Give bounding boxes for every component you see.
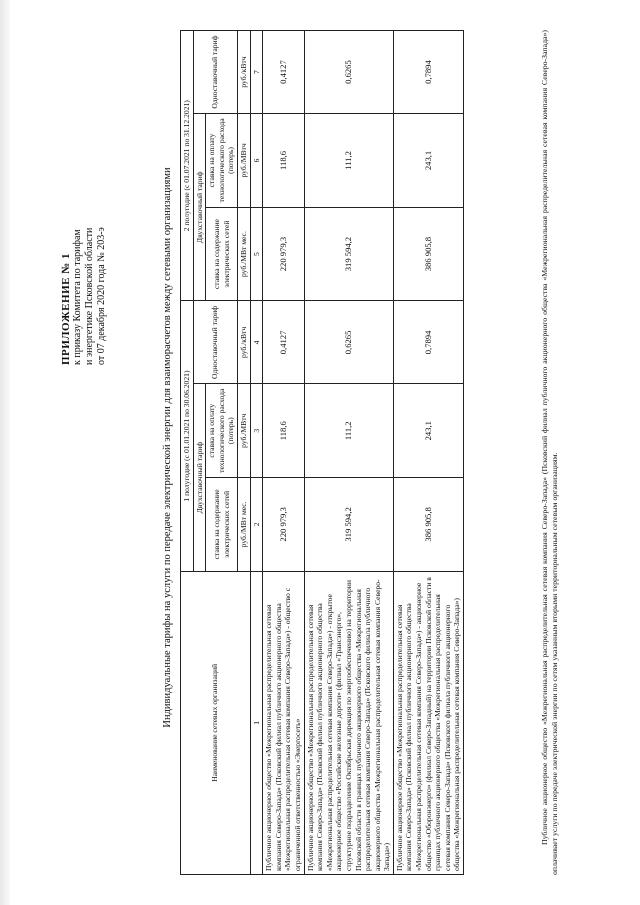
unit-cell: руб./кВтч (237, 301, 250, 384)
org-name: Публичное акционерное общество «Межрегиональная распределительная сетевая компания Северо-Запада» (Псковский филиал публичного акционерного общества «Межрегиональная распределительная сетевая компания Северо-Запада») - акционерное общество «Оборонэнерго» (филиал Северо-Западный) на территории Псковской области в границах публичного акционерного общества «Межрегиональная распределительная сетевая компания Северо-Запада» (Псковского филиала публичного акционерного общества «Межрегиональная распределительная сетевая компания Северо-Запада») (393, 571, 463, 874)
column-number-row (250, 31, 263, 875)
appendix-heading: ПРИЛОЖЕНИЕ № 1 (60, 252, 72, 365)
half1-header: 1 полугодие (с 01.01.2021 по 30.06.2021) (181, 301, 194, 571)
unit-cell: руб./МВт мес. (237, 207, 250, 301)
value-cell: 118,6 (263, 114, 304, 208)
table-row (304, 31, 393, 875)
value-cell: 0,4127 (263, 31, 304, 114)
value-cell: 0,7894 (393, 301, 463, 384)
table-row (263, 31, 304, 875)
org-col-header: Наименование сетевых организаций (181, 571, 251, 874)
value-cell: 220 979,3 (263, 207, 304, 301)
half2-header: 2 полугодие (с 01.07.2021 по 31.12.2021) (181, 31, 194, 301)
value-cell: 243,1 (393, 114, 463, 208)
value-cell: 111,2 (304, 384, 393, 478)
h2-two-part-header: Двухставочный тариф (193, 114, 206, 301)
col-number: 3 (250, 384, 263, 478)
h1-single-header: Одноставочный тариф (193, 301, 237, 384)
value-cell: 243,1 (393, 384, 463, 478)
org-name: Публичное акционерное общество «Межрегиональная распределительная сетевая компания Северо-Запада» (Псковский филиал публичного акционерного общества «Межрегиональная распределительная сетевая компания Северо-Запада») - общество с ограниченной ответственностью «Энергосеть» (263, 571, 304, 874)
h2-maint-header: ставка на содержание электрических сетей (206, 207, 238, 301)
appendix-block (60, 65, 108, 365)
value-cell: 220 979,3 (263, 478, 304, 572)
col-number: 7 (250, 31, 263, 114)
value-cell: 386 905,8 (393, 478, 463, 572)
appendix-line-2: и энергетике Псковской области (84, 227, 95, 365)
value-cell: 118,6 (263, 384, 304, 478)
unit-cell: руб./МВт мес. (237, 478, 250, 572)
value-cell: 319 594,2 (304, 207, 393, 301)
col-number: 4 (250, 301, 263, 384)
value-cell: 0,6265 (304, 301, 393, 384)
h2-single-header: Одноставочный тариф (193, 31, 237, 114)
unit-cell: руб./МВтч (237, 114, 250, 208)
table-row (393, 31, 463, 875)
value-cell: 0,4127 (263, 301, 304, 384)
value-cell: 319 594,2 (304, 478, 393, 572)
appendix-line-3: от 07 декабря 2020 года № 203-э (96, 227, 107, 365)
col-number: 5 (250, 207, 263, 301)
h1-loss-header: ставка на оплату технологического расхода (потерь) (206, 384, 238, 478)
col-number: 6 (250, 114, 263, 208)
h2-loss-header: ставка на оплату технологического расхода (потерь) (206, 114, 238, 208)
tariff-table (180, 30, 464, 875)
value-cell: 0,7894 (393, 31, 463, 114)
header-row-halves (181, 31, 194, 875)
h1-maint-header: ставка на содержание электрических сетей (206, 478, 238, 572)
unit-cell: руб./кВтч (237, 31, 250, 114)
document-title: Индивидуальные тарифы на услуги по передаче электрической энергии для взаиморасчетов между сетевыми организациями (162, 167, 173, 728)
h1-two-part-header: Двухставочный тариф (193, 384, 206, 571)
org-name: Публичное акционерное общество «Межрегиональная распределительная сетевая компания Северо-Запада» (Псковский филиал публичного акционерного общества «Межрегиональная распределительная сетевая компания Северо-Запада») - открытое акционерное общество «Российские железные дороги» (филиал «Трансэнерго», структурное подразделение Октябрьская дирекция по энергообеспечению) на территории Псковской области в границах публичного акционерного общества «Межрегиональная распределительная сетевая компания Северо-Запада» (Псковского филиала публичного акционерного общества «Межрегиональная распределительная сетевая компания Северо-Запада») (304, 571, 393, 874)
unit-cell: руб./МВтч (237, 384, 250, 478)
col-number: 2 (250, 478, 263, 572)
footnote: Публичное акционерное общество «Межрегиональная распределительная сетевая компания Северо-Запада» (Псковский филиал публичного акционерного общества «Межрегиональная распределительная сетевая компания Северо-Запада») оплачивает услуги по передаче электрической энергии по сетям указанным вторыми территориальным сетевым организациям. (540, 30, 559, 875)
col-number: 1 (250, 571, 263, 874)
value-cell: 0,6265 (304, 31, 393, 114)
appendix-line-1: к приказу Комитета по тарифам (72, 229, 83, 365)
value-cell: 386 905,8 (393, 207, 463, 301)
value-cell: 111,2 (304, 114, 393, 208)
